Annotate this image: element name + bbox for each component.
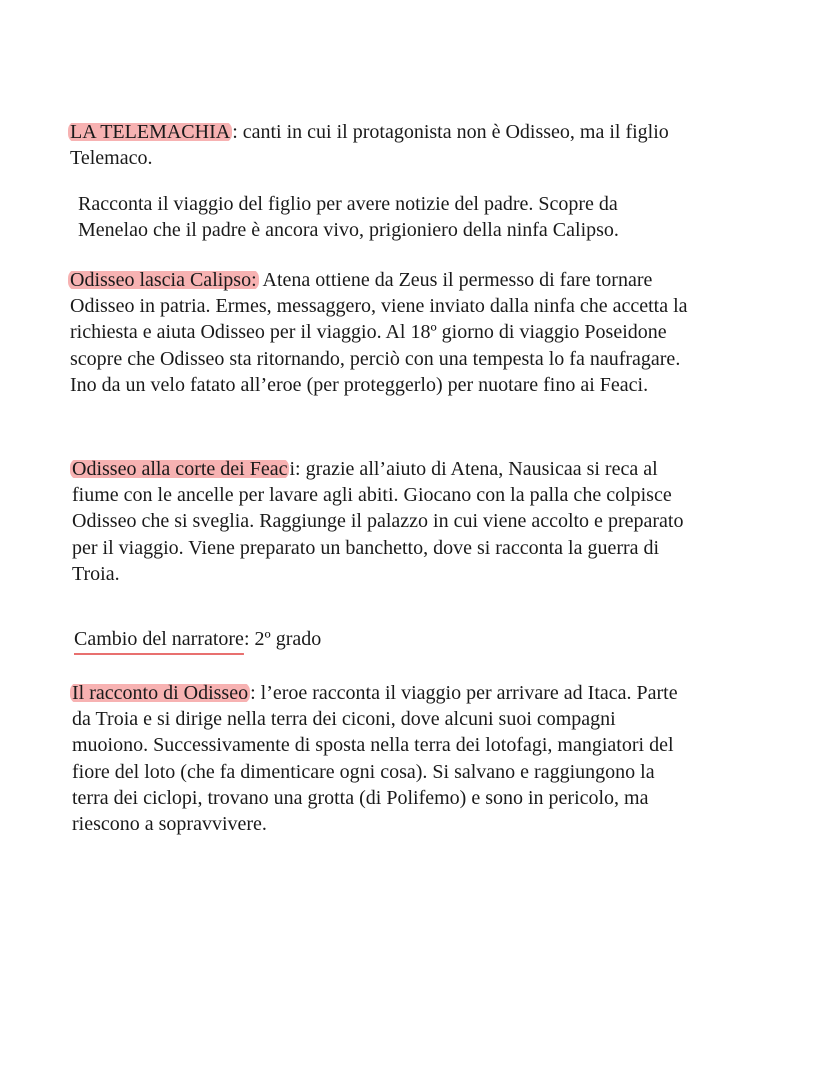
racconto-line-4: fiore del loto (che fa dimenticare ogni cosa). Si salvano e raggiungono la [72, 760, 655, 783]
narratore-text: : 2º grado [243, 628, 322, 650]
telemachia-line-1 [70, 121, 669, 143]
calipso-heading: Odisseo lascia Calipso: [70, 269, 257, 291]
narratore-heading: Cambio del narratore [74, 628, 244, 650]
calipso-line-2: Odisseo in patria. Ermes, messaggero, viene inviato dalla ninfa che accetta la [70, 295, 688, 318]
feaci-line-4: per il viaggio. Viene preparato un banchetto, dove si racconta la guerra di [72, 536, 660, 559]
racconto-line-6: riescono a sopravvivere. [72, 813, 267, 836]
narratore-line-1 [74, 628, 321, 650]
section-telemachia [70, 119, 810, 171]
racconta-line-2: Menelao che il padre è ancora vivo, prigioniero della ninfa Calipso. [78, 219, 619, 242]
feaci-line-2: fiume con le ancelle per lavare agli abiti. Giocano con la palla che colpisce [72, 484, 672, 507]
section-narratore [74, 626, 814, 652]
racconto-line-5: terra dei ciclopi, trovano una grotta (di Polifemo) e sono in pericolo, ma [72, 786, 649, 809]
telemachia-heading: LA TELEMACHIA [70, 121, 231, 143]
telemachia-text-1: canti in cui il protagonista non è Odisseo, ma il figlio [237, 121, 669, 143]
feaci-line-1 [72, 458, 658, 480]
telemachia-sep: : [232, 121, 238, 143]
feaci-line-5: Troia. [72, 562, 120, 585]
section-calipso [70, 267, 810, 398]
section-racconta [78, 191, 818, 243]
calipso-line-5: Ino da un velo fatato all’eroe (per proteggerlo) per nuotare fino ai Feaci. [70, 373, 649, 396]
feaci-heading: Odisseo alla corte dei Feac [72, 458, 288, 480]
calipso-text-1: Atena ottiene da Zeus il permesso di fare tornare [258, 269, 653, 291]
section-racconto [72, 680, 812, 837]
racconto-heading: Il racconto di Odisseo [72, 682, 249, 704]
racconto-text-1: : l’eroe racconta il viaggio per arrivare ad Itaca. Parte [250, 682, 678, 704]
calipso-line-4: scopre che Odisseo sta ritornando, perciò con una tempesta lo fa naufragare. [70, 347, 681, 370]
feaci-heading-tail: i [289, 458, 296, 480]
feaci-line-3: Odisseo che si sveglia. Raggiunge il palazzo in cui viene accolto e preparato [72, 510, 684, 533]
feaci-text-1: : grazie all’aiuto di Atena, Nausicaa si reca al [295, 458, 658, 480]
racconto-line-3: muoiono. Successivamente di sposta nella terra dei lotofagi, mangiatori del [72, 734, 674, 757]
section-feaci [72, 456, 812, 587]
racconta-line-1: Racconta il viaggio del figlio per avere notizie del padre. Scopre da [78, 193, 618, 215]
telemachia-line-2: Telemaco. [70, 147, 153, 170]
calipso-line-3: richiesta e aiuta Odisseo per il viaggio. Al 18º giorno di viaggio Poseidone [70, 321, 667, 344]
calipso-line-1 [70, 269, 652, 291]
racconto-line-2: da Troia e si dirige nella terra dei ciconi, dove alcuni suoi compagni [72, 708, 616, 731]
racconto-line-1 [72, 682, 678, 704]
